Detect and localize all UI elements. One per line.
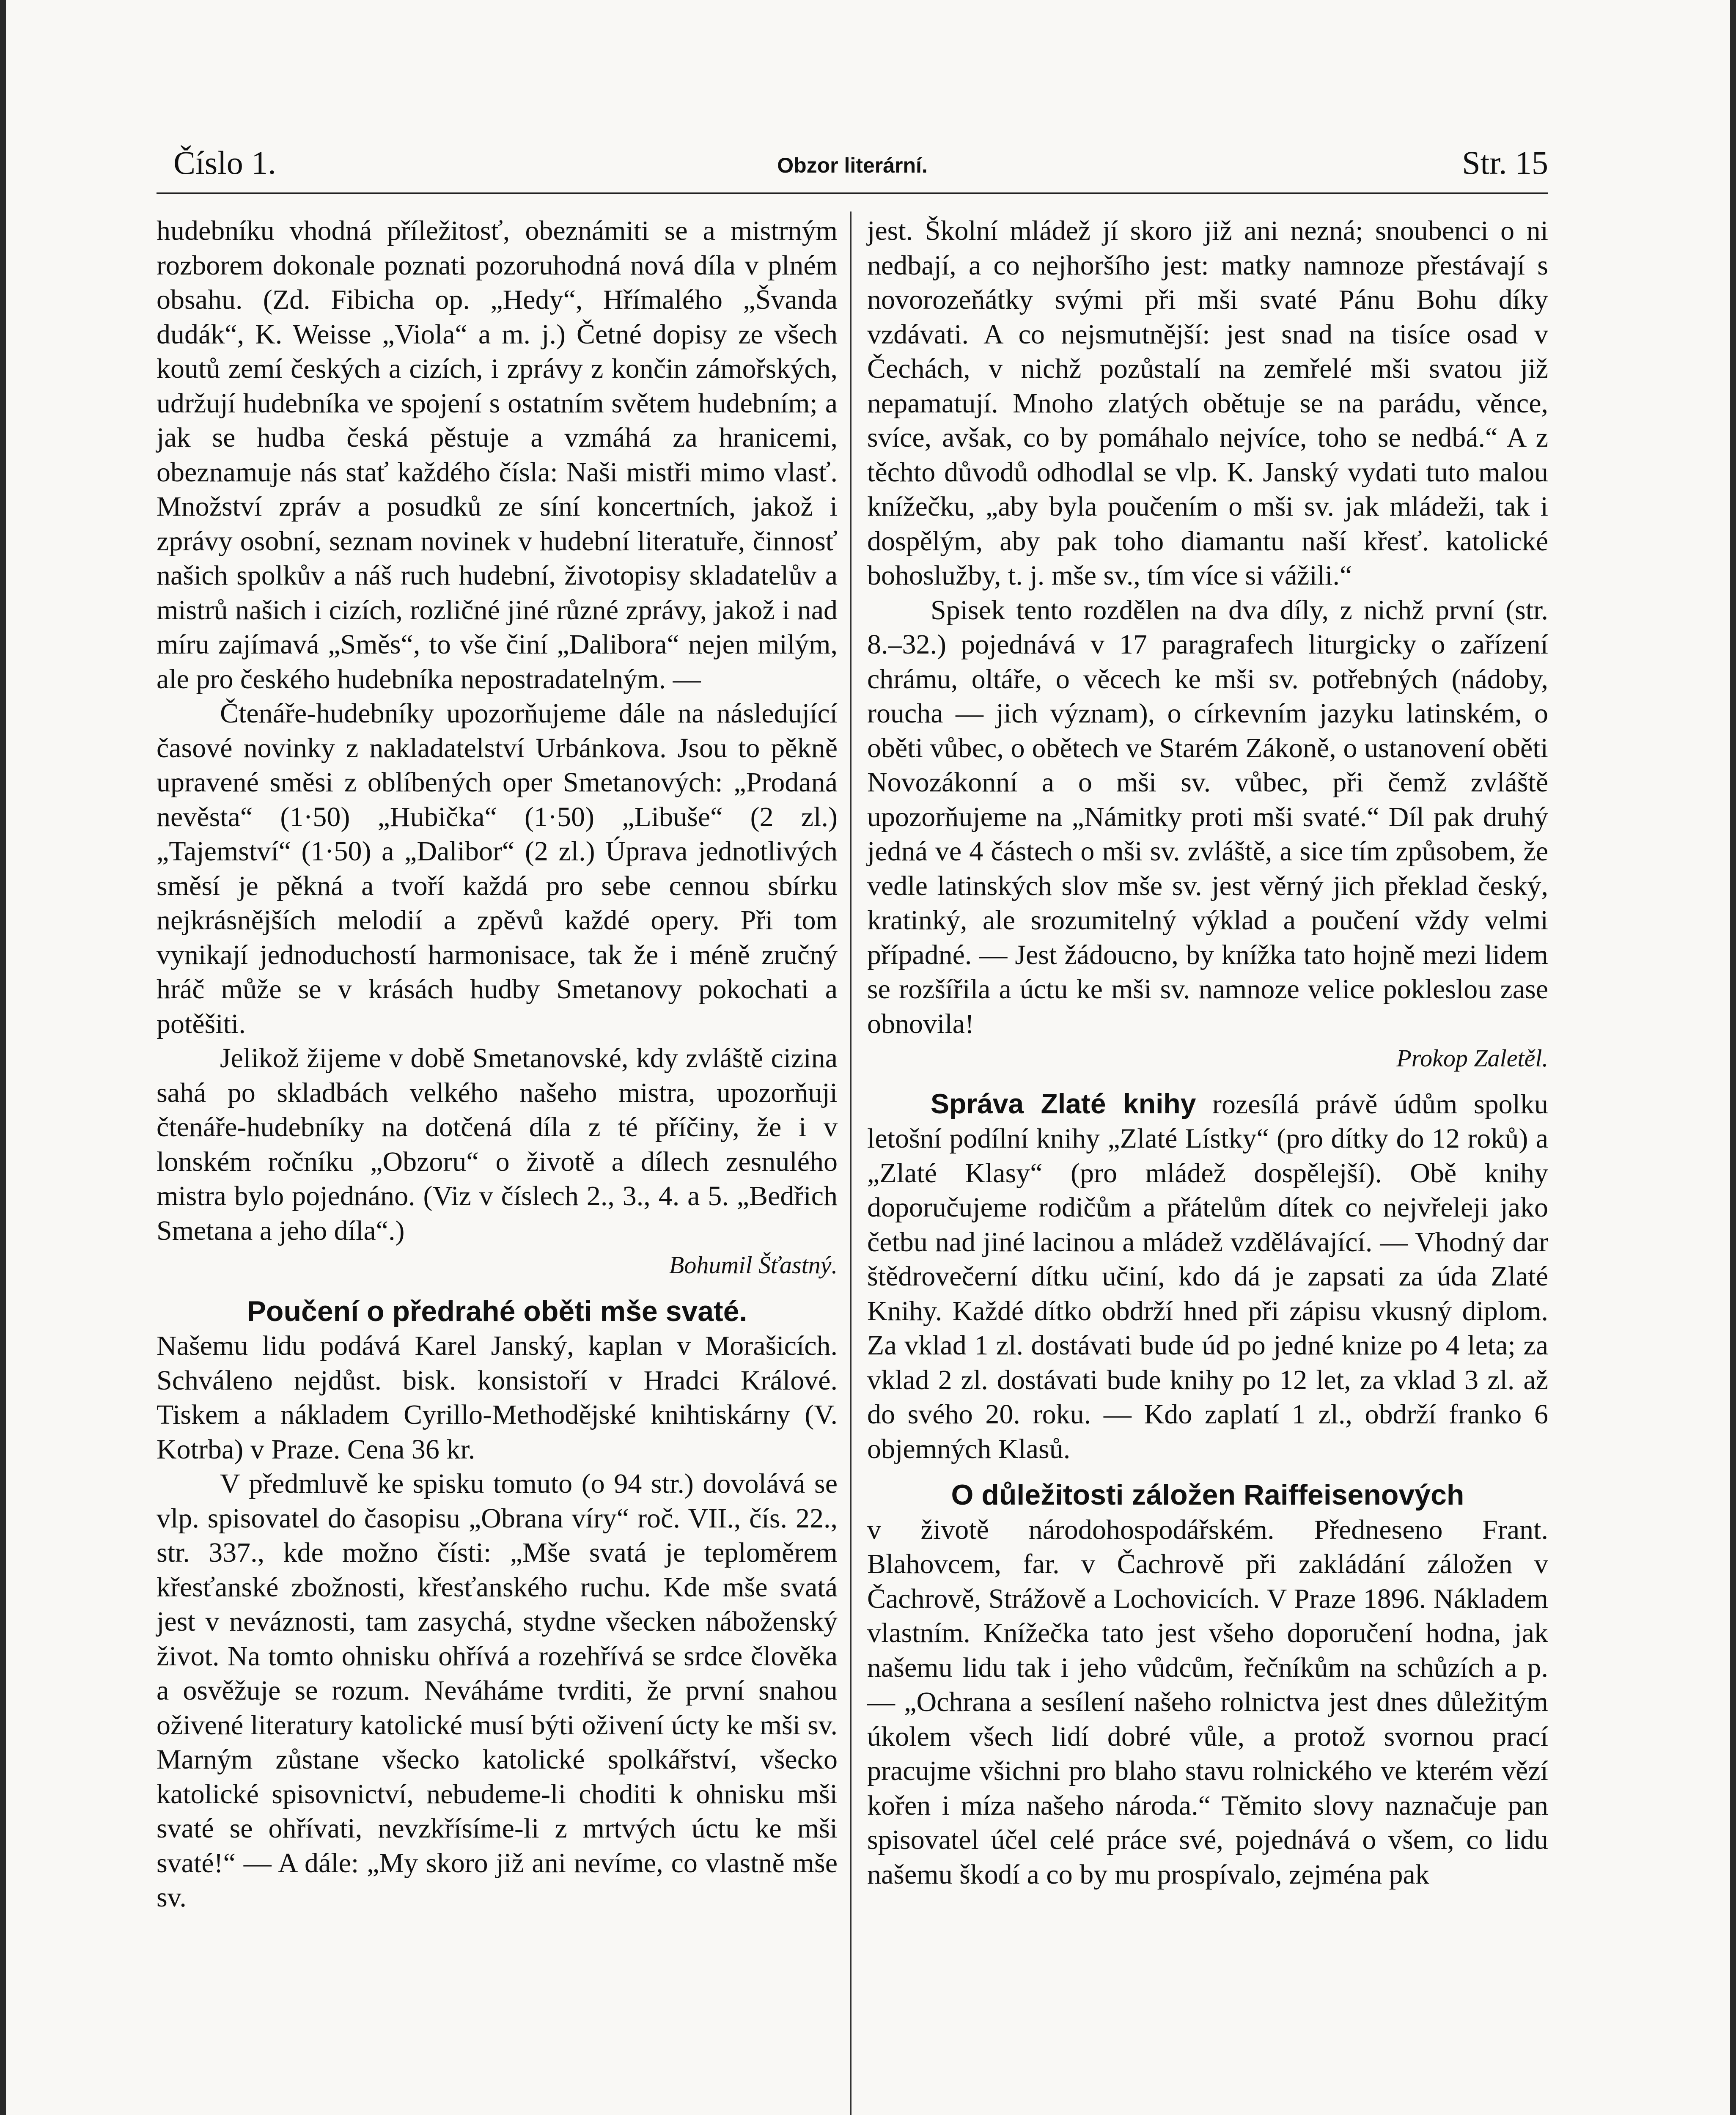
- column-divider: [850, 212, 852, 2115]
- section-heading: Poučení o předrahé oběti mše svaté.: [247, 1295, 747, 1327]
- signature: Bohumil Šťastný.: [669, 1251, 838, 1279]
- paragraph: hudebníku vhodná příležitosť, obeznámiti se a mistrným rozborem dokonale poznati pozoruhodná nová díla v plném obsahu. (Zd. Fibicha op. „Hedy“, Hřímalého „Švanda dudák“, K. Weisse „Viola“ a m. j.) Četné dopisy ze všech koutů zemí českých a cizích, i zprávy z končin zámořských, udržují hudebníka ve spojení s ostatním světem hudebním; a jak se hudba česká pěstuje a vzmáhá za hranicemi, obeznamuje nás stať každého čísla: Naši mistři mimo vlasť. Množství zpráv a posudků ze síní koncertních, jakož i zprávy osobní, seznam novinek v hudební literatuře, činnosť našich spolkův a náš ruch hudební, životopisy skladatelův a mistrů našich i cizích, rozličné jiné různé zprávy, jakož i nad míru zajímavá „Směs“, to vše činí „Dalibora“ nejen milým, ale pro českého hudebníka nepostradatelným. —: [157, 215, 838, 695]
- paragraph: V předmluvě ke spisku tomuto (o 94 str.) dovolává se vlp. spisovatel do časopisu „Obrana víry“ roč. VII., čís. 22., str. 337., kde možno čísti: „Mše svatá je teploměrem křesťanské zbožnosti, křesťanského ruchu. Kde mše svatá jest v neváznosti, tam zasychá, stydne všecken náboženský život. Na tomto ohnisku ohřívá a rozehřívá se srdce člověka a osvěžuje se rozum. Neváháme tvrditi, že první snahou oživené literatury katolické musí býti oživení úcty ke mši sv. Marným zůstane všecko katolické spolkářství, všecko katolické spisovnictví, nebudeme-li choditi k ohnisku mši svaté se ohřívati, nevzkřísíme-li z mrtvých úctu ke mši svaté!“ — A dále: „My skoro již ani nevíme, co vlastně mše sv.: [157, 1468, 838, 1913]
- left-column: [157, 214, 838, 1915]
- section-heading: O důležitosti záložen Raiffeisenových: [951, 1479, 1464, 1511]
- issue-number: Číslo 1.: [173, 144, 276, 181]
- signature: Prokop Zaletěl.: [1396, 1044, 1548, 1072]
- right-column: [867, 214, 1548, 1892]
- runin-heading: Správa Zlaté knihy: [931, 1088, 1196, 1119]
- page-number: Str. 15: [1462, 144, 1548, 181]
- paragraph: v životě národohospodářském. Předneseno Frant. Blahovcem, far. v Čachrově při zakládání záložen v Čachrově, Strážově a Lochovicích. V Praze 1896. Nákladem vlastním. Knížečka tato jest všeho doporučení hodna, jak našemu lidu tak i jeho vůdcům, řečníkům na schůzích a p. — „Ochrana a sesílení našeho rolnictva jest dnes důležitým úkolem všech lidí dobré vůle, a protož svornou prací pracujme všichni pro blaho stavu rolnického ve kterém vězí kořen i míza našeho národa.“ Těmito slovy naznačuje pan spisovatel účel celé práce své, pojednává o všem, co lidu našemu škodí a co by mu prospívalo, zejména pak: [867, 1514, 1548, 1890]
- scan-border-left: [0, 0, 6, 2115]
- paragraph: jest. Školní mládež jí skoro již ani nezná; snoubenci o ni nedbají, a co nejhoršího jest: matky namnoze přestávají s novorozeňátky svými při mši svaté Pánu Bohu díky vzdávati. A co nejsmutnější: jest snad na tisíce osad v Čechách, v nichž pozůstalí na zemřelé mši svatou již nepamatují. Mnoho zlatých obětuje se na parádu, věnce, svíce, avšak, co by pomáhalo nejvíce, toho se nedbá.“ A z těchto důvodů odhodlal se vlp. K. Janský vydati tuto malou knížečku, „aby byla poučením o mši sv. jak mládeži, tak i dospělým, aby pak toho diamantu naší křesť. katolické bohoslužby, t. j. mše sv., tím více si vážili.“: [867, 215, 1548, 591]
- paragraph: Našemu lidu podává Karel Janský, kaplan v Morašicích. Schváleno nejdůst. bisk. konsistoří v Hradci Králové. Tiskem a nákladem Cyrillo-Methodějské knihtiskárny (V. Kotrba) v Praze. Cena 36 kr.: [157, 1330, 838, 1465]
- running-header: [157, 135, 1548, 195]
- paragraph: [867, 1087, 1548, 1467]
- journal-title: Obzor literární.: [777, 154, 928, 177]
- header-rule: [157, 192, 1548, 194]
- paragraph: Čtenáře-hudebníky upozorňujeme dále na následující časové novinky z nakladatelství Urbánkova. Jsou to pěkně upravené směsi z oblíbených oper Smetanových: „Prodaná nevěsta“ (1·50) „Hubička“ (1·50) „Libuše“ (2 zl.) „Tajemství“ (1·50) a „Dalibor“ (2 zl.) Úprava jednotlivých směsí je pěkná a tvoří každá pro sebe cennou sbírku nejkrásnějších melodií a zpěvů každé opery. Při tom vynikají jednoduchostí harmonisace, tak že i méně zručný hráč může se v krásách hudby Smetanovy pokochati a potěšiti.: [157, 698, 838, 1039]
- paragraph: Spisek tento rozdělen na dva díly, z nichž první (str. 8.–32.) pojednává v 17 paragrafech liturgicky o zařízení chrámu, oltáře, o věcech ke mši sv. potřebných (nádoby, roucha — jich význam), o církevním jazyku latinském, o oběti vůbec, o obětech ve Starém Zákoně, o ustanovení oběti Novozákonní a o mši sv. vůbec, při čemž zvláště upozorňujeme na „Námitky proti mši svaté.“ Díl pak druhý jedná ve 4 částech o mši sv. zvláště, a sice tím způsobem, že vedle latinských slov mše sv. jest věrný jich překlad český, kratinký, ale srozumitelný výklad a poučení vždy velmi případné. — Jest žádoucno, by knížka tato hojně mezi lidem se rozšířila a úctu ke mši sv. namnoze velice pokleslou zase obnovila!: [867, 594, 1548, 1039]
- paragraph-text: rozesílá právě údům spolku letošní podílní knihy „Zlaté Lístky“ (pro dítky do 12 roků) a „Zlaté Klasy“ (pro mládež dospělejší). Obě knihy doporučujeme rodičům a přátelům dítek co nejvřeleji jako četbu nad jiné lacinou a mládež vzdělávající. — Vhodný dar štědrovečerní dítku učiní, kdo dá je zapsati za úda Zlaté Knihy. Každé dítko obdrží hned při zápisu vkusný diplom. Za vklad 1 zl. dostávati bude úd po jedné knize po 4 leta; za vklad 2 zl. dostávati bude knihy po 12 let, za vklad 3 zl. až do svého 20. roku. — Kdo zaplatí 1 zl., obdrží franko 6 objemných Klasů.: [867, 1088, 1548, 1464]
- scan-border-right: [1730, 0, 1736, 2115]
- paragraph: Jelikož žijeme v době Smetanovské, kdy zvláště cizina sahá po skladbách velkého našeho mistra, upozorňuji čtenáře-hudebníky na dotčená díla z té příčiny, že i v lonském ročníku „Obzoru“ o životě a dílech zesnulého mistra bylo pojednáno. (Viz v číslech 2., 3., 4. a 5. „Bedřich Smetana a jeho díla“.): [157, 1043, 838, 1246]
